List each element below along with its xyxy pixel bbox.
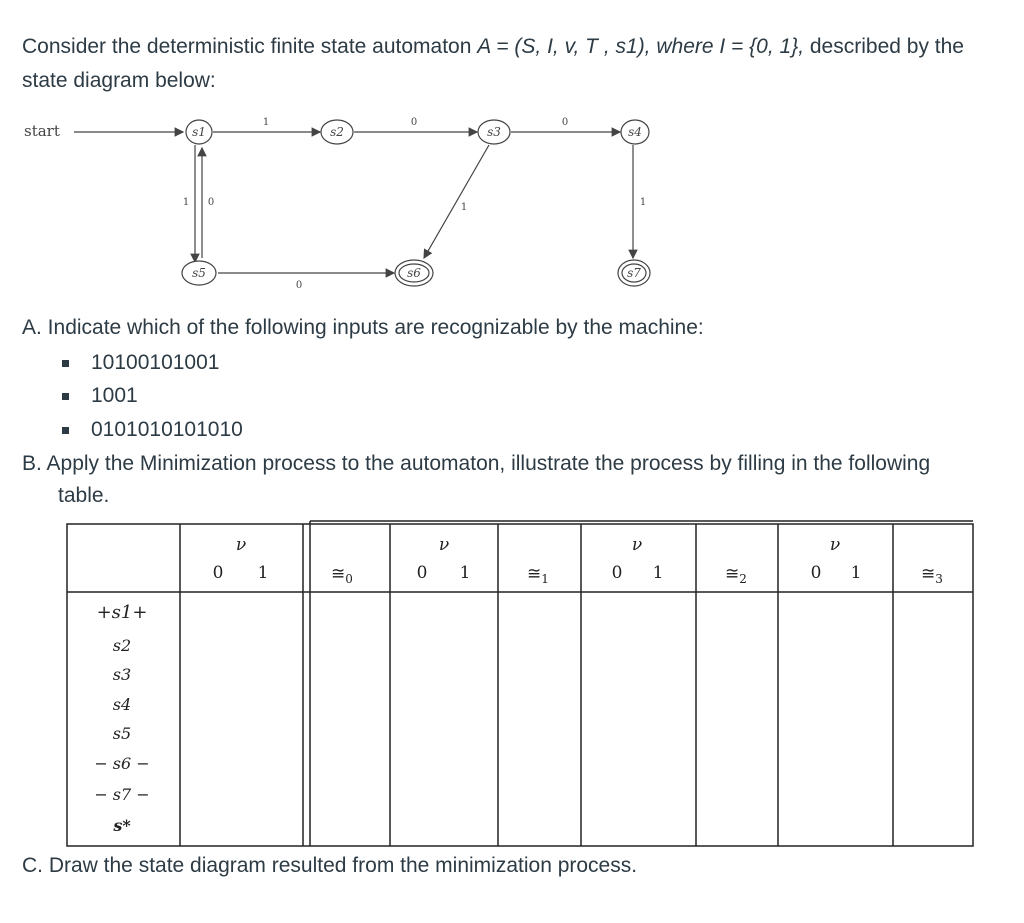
edge-label-s1-s5: 1 <box>182 197 190 208</box>
bit-0-header: 0 <box>212 563 224 583</box>
bit-0-header: 0 <box>611 563 623 583</box>
automaton-formula: A = (S, I, v, T , s1), where I = {0, 1}, <box>477 35 805 58</box>
state-s6-label: s6 <box>407 266 421 280</box>
row-label-s-star: s* <box>113 816 131 835</box>
intro-line-1 <box>22 30 1012 64</box>
state-s4-label: s4 <box>628 125 642 139</box>
state-s1-label: s1 <box>192 125 206 139</box>
state-diagram <box>0 108 700 298</box>
edge-label-s1-s2: 1 <box>262 117 270 128</box>
edge-label-s5-s1: 0 <box>207 197 215 208</box>
bullet-icon <box>62 427 69 434</box>
row-label-s7: − s7 − <box>94 785 150 804</box>
cong-3-header: $≅_3$ <box>921 564 943 586</box>
start-label: start <box>24 122 60 140</box>
edge-label-s4-s7: 1 <box>639 197 647 208</box>
edge-label-s3-s4: 0 <box>561 117 569 128</box>
intro-text <box>22 30 1012 98</box>
part-b-line-1: B. Apply the Minimization process to the automaton, illustrate the process by filling in the following <box>22 452 931 475</box>
state-s2-label: s2 <box>330 125 344 139</box>
state-s3-label: s3 <box>487 125 501 139</box>
row-label-s4: s4 <box>112 695 132 714</box>
input-item <box>62 351 219 375</box>
bit-1-header: 1 <box>850 563 862 583</box>
row-label-s6: − s6 − <box>94 754 150 773</box>
nu-header: ν <box>631 535 643 555</box>
bit-0-header: 0 <box>416 563 428 583</box>
edge-s3-s6 <box>424 145 489 258</box>
bit-1-header: 1 <box>257 563 269 583</box>
row-label-s3: s3 <box>112 665 132 684</box>
cong-0-header: $≅_0$ <box>331 564 353 586</box>
cong-1-header: $≅_1$ <box>527 564 549 586</box>
bullet-icon <box>62 393 69 400</box>
bullet-icon <box>62 360 69 367</box>
input-string: 0101010101010 <box>91 418 243 441</box>
bit-0-header: 0 <box>810 563 822 583</box>
input-string: 10100101001 <box>91 351 220 374</box>
nu-header: ν <box>438 535 450 555</box>
state-s5-label: s5 <box>192 266 206 280</box>
row-label-s2: s2 <box>112 636 132 655</box>
nu-header: ν <box>829 535 841 555</box>
input-item <box>62 384 138 408</box>
nu-header: ν <box>235 535 247 555</box>
edge-label-s5-s6: 0 <box>295 280 303 291</box>
row-label-s5: s5 <box>112 724 132 743</box>
input-item <box>62 418 243 442</box>
intro-suffix: described by the <box>804 35 964 58</box>
part-b-prompt <box>22 448 1012 512</box>
part-a-prompt: A. Indicate which of the following inputs are recognizable by the machine: <box>22 316 704 339</box>
cong-2-header: $≅_2$ <box>725 564 747 586</box>
minimization-table <box>66 520 976 850</box>
edge-label-s2-s3: 0 <box>410 117 418 128</box>
bit-1-header: 1 <box>459 563 471 583</box>
part-b-line-2: table. <box>58 484 110 507</box>
state-s7-label: s7 <box>627 266 641 280</box>
intro-line-2: state diagram below: <box>22 69 216 92</box>
input-string: 1001 <box>91 384 138 407</box>
intro-prefix: Consider the deterministic finite state automaton <box>22 35 478 58</box>
part-c-prompt: C. Draw the state diagram resulted from the minimization process. <box>22 854 638 877</box>
row-label-s1: +s1+ <box>96 602 148 623</box>
bit-1-header: 1 <box>652 563 664 583</box>
edge-label-s3-s6: 1 <box>460 202 468 213</box>
